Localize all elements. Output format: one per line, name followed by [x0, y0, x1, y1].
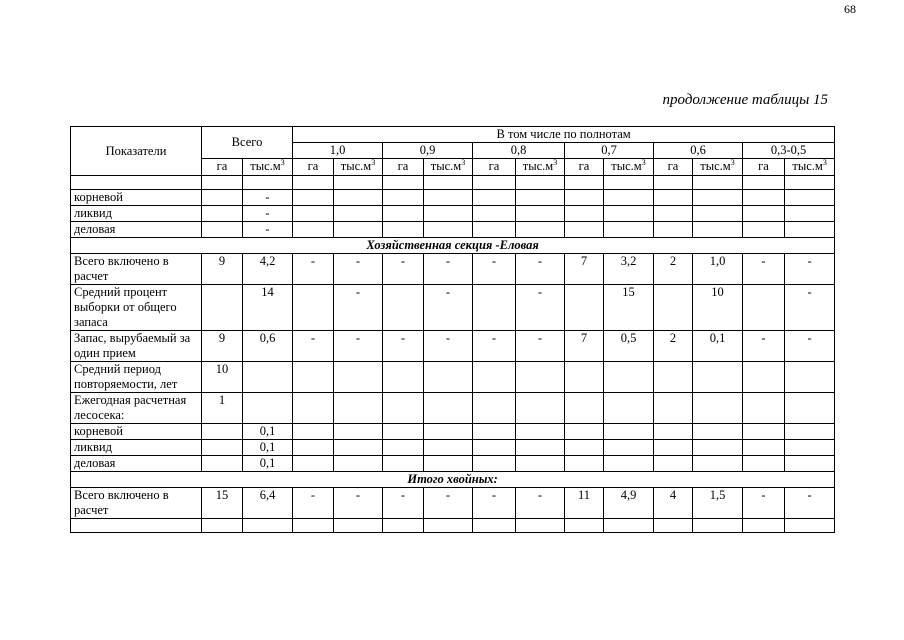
- table-row: [71, 362, 835, 393]
- table-cell: [202, 519, 243, 533]
- table-cell: [565, 222, 604, 238]
- table-cell: 9: [202, 254, 243, 285]
- row-label: [71, 176, 202, 190]
- table-cell: [693, 456, 743, 472]
- table-cell: [424, 519, 473, 533]
- table-cell: [243, 362, 293, 393]
- table-cell: -: [293, 331, 334, 362]
- table-cell: [202, 190, 243, 206]
- table-cell: [516, 456, 565, 472]
- header-density: 0,6: [654, 143, 743, 159]
- row-label: Всего включено в расчет: [71, 488, 202, 519]
- table-cell: -: [383, 254, 424, 285]
- table-cell: 1,0: [693, 254, 743, 285]
- table-row: [71, 176, 835, 190]
- table-cell: [202, 206, 243, 222]
- table-cell: -: [334, 285, 383, 331]
- table-cell: [202, 424, 243, 440]
- table-cell: [293, 440, 334, 456]
- table-cell: [334, 362, 383, 393]
- table-cell: -: [473, 254, 516, 285]
- table-cell: [424, 190, 473, 206]
- table-cell: [743, 176, 785, 190]
- table-cell: [654, 362, 693, 393]
- table-cell: [202, 456, 243, 472]
- table-cell: -: [516, 488, 565, 519]
- table-cell: [383, 393, 424, 424]
- table-cell: [654, 190, 693, 206]
- table-cell: [785, 519, 835, 533]
- table-cell: [743, 285, 785, 331]
- table-row: [71, 440, 835, 456]
- table-cell: [243, 393, 293, 424]
- table-cell: [693, 190, 743, 206]
- table-cell: [424, 424, 473, 440]
- table-cell: [473, 393, 516, 424]
- section-row: [71, 472, 835, 488]
- table-cell: [604, 440, 654, 456]
- table-cell: 9: [202, 331, 243, 362]
- row-label: ликвид: [71, 206, 202, 222]
- table-cell: -: [243, 222, 293, 238]
- table-cell: -: [293, 254, 334, 285]
- header-unit-ha: га: [383, 159, 424, 176]
- table-cell: [693, 393, 743, 424]
- table-cell: [473, 222, 516, 238]
- table-cell: [202, 440, 243, 456]
- row-label: Запас, вырубаемый за один прием: [71, 331, 202, 362]
- header-density: 1,0: [293, 143, 383, 159]
- table-cell: 0,1: [243, 456, 293, 472]
- table-cell: -: [516, 254, 565, 285]
- table-cell: [604, 424, 654, 440]
- table-row: [71, 424, 835, 440]
- header-unit-volume: [243, 159, 293, 176]
- table-cell: 10: [693, 285, 743, 331]
- table-cell: -: [334, 488, 383, 519]
- table-cell: [565, 285, 604, 331]
- header-total: Всего: [202, 127, 293, 159]
- unit-volume-text: тыс.м: [430, 159, 462, 173]
- table-cell: 4,9: [604, 488, 654, 519]
- table-cell: [604, 393, 654, 424]
- table-cell: [473, 190, 516, 206]
- table-cell: -: [424, 254, 473, 285]
- table-cell: -: [785, 331, 835, 362]
- table-cell: 0,6: [243, 331, 293, 362]
- table-cell: -: [334, 254, 383, 285]
- table-cell: [693, 206, 743, 222]
- table-cell: -: [424, 331, 473, 362]
- table-cell: [516, 190, 565, 206]
- table-row: [71, 456, 835, 472]
- table-cell: [604, 222, 654, 238]
- table-row: [71, 488, 835, 519]
- table-cell: [604, 176, 654, 190]
- table-cell: -: [473, 488, 516, 519]
- table-cell: [293, 176, 334, 190]
- table-cell: [383, 519, 424, 533]
- table-cell: [516, 222, 565, 238]
- table-cell: [654, 222, 693, 238]
- unit-volume-superscript: 3: [641, 157, 646, 167]
- table-cell: [473, 440, 516, 456]
- row-label: корневой: [71, 424, 202, 440]
- table-cell: [565, 190, 604, 206]
- table-cell: 0,5: [604, 331, 654, 362]
- header-density: 0,7: [565, 143, 654, 159]
- table-cell: 15: [202, 488, 243, 519]
- table-cell: [293, 519, 334, 533]
- table-cell: 2: [654, 254, 693, 285]
- page-number: 68: [844, 2, 856, 16]
- table-cell: [516, 176, 565, 190]
- table-cell: 15: [604, 285, 654, 331]
- table-cell: [424, 393, 473, 424]
- table-row: [71, 222, 835, 238]
- table-cell: [654, 440, 693, 456]
- data-table: [70, 126, 835, 533]
- table-row: [71, 393, 835, 424]
- table-cell: 4,2: [243, 254, 293, 285]
- table-cell: [785, 393, 835, 424]
- header-unit-ha: га: [202, 159, 243, 176]
- table-cell: [334, 190, 383, 206]
- table-cell: [654, 519, 693, 533]
- table-cell: [604, 206, 654, 222]
- header-unit-ha: га: [293, 159, 334, 176]
- table-cell: 11: [565, 488, 604, 519]
- table-cell: -: [743, 488, 785, 519]
- row-label: Всего включено в расчет: [71, 254, 202, 285]
- table-cell: [693, 222, 743, 238]
- table-cell: -: [243, 206, 293, 222]
- table-cell: [693, 362, 743, 393]
- table-cell: [565, 393, 604, 424]
- table-row: [71, 206, 835, 222]
- table-cell: [785, 424, 835, 440]
- table-cell: [424, 206, 473, 222]
- table-cell: [565, 519, 604, 533]
- unit-volume-text: тыс.м: [522, 159, 554, 173]
- header-density: 0,3-0,5: [743, 143, 835, 159]
- section-title: Хозяйственная секция -Еловая: [71, 238, 835, 254]
- table-caption: продолжение таблицы 15: [662, 92, 828, 108]
- table-cell: [604, 190, 654, 206]
- table-cell: [743, 440, 785, 456]
- table-cell: [743, 519, 785, 533]
- table-cell: [473, 424, 516, 440]
- table-cell: [654, 285, 693, 331]
- table-cell: [334, 393, 383, 424]
- table-cell: [383, 190, 424, 206]
- unit-volume-superscript: 3: [553, 157, 558, 167]
- table-cell: [604, 456, 654, 472]
- table-cell: [693, 176, 743, 190]
- unit-volume-superscript: 3: [461, 157, 466, 167]
- table-cell: [473, 519, 516, 533]
- table-cell: [785, 222, 835, 238]
- table-cell: [243, 519, 293, 533]
- table-cell: [473, 176, 516, 190]
- table-cell: -: [516, 331, 565, 362]
- row-label: ликвид: [71, 440, 202, 456]
- table-row: [71, 331, 835, 362]
- table-cell: [654, 206, 693, 222]
- table-cell: -: [743, 254, 785, 285]
- table-cell: [334, 206, 383, 222]
- table-cell: [654, 456, 693, 472]
- table-cell: [383, 206, 424, 222]
- table-cell: [604, 519, 654, 533]
- table-cell: 4: [654, 488, 693, 519]
- table-cell: [785, 176, 835, 190]
- table-cell: -: [516, 285, 565, 331]
- table-cell: -: [293, 488, 334, 519]
- table-cell: [743, 190, 785, 206]
- table-cell: [424, 222, 473, 238]
- table-cell: -: [473, 331, 516, 362]
- table-cell: [473, 206, 516, 222]
- table-cell: [243, 176, 293, 190]
- table-cell: 7: [565, 254, 604, 285]
- header-indicators: Показатели: [71, 127, 202, 176]
- table-cell: [516, 206, 565, 222]
- table-cell: 1: [202, 393, 243, 424]
- table-cell: [383, 456, 424, 472]
- table-cell: [473, 285, 516, 331]
- unit-volume-superscript: 3: [730, 157, 735, 167]
- row-label: корневой: [71, 190, 202, 206]
- table-cell: [743, 424, 785, 440]
- table-cell: [383, 362, 424, 393]
- table-cell: [334, 519, 383, 533]
- table-row: [71, 519, 835, 533]
- table-cell: [693, 440, 743, 456]
- table-cell: [516, 424, 565, 440]
- table-cell: -: [785, 254, 835, 285]
- header-unit-volume: [693, 159, 743, 176]
- table-cell: [334, 424, 383, 440]
- table-cell: 6,4: [243, 488, 293, 519]
- header-density: 0,8: [473, 143, 565, 159]
- table-cell: [516, 519, 565, 533]
- table-cell: [293, 393, 334, 424]
- header-unit-volume: [424, 159, 473, 176]
- table-cell: [293, 190, 334, 206]
- header-unit-ha: га: [565, 159, 604, 176]
- table-cell: [654, 424, 693, 440]
- table-cell: [516, 362, 565, 393]
- row-label: Ежегодная расчетная лесосека:: [71, 393, 202, 424]
- table-cell: 0,1: [243, 440, 293, 456]
- table-cell: [334, 456, 383, 472]
- table-cell: [383, 222, 424, 238]
- table-cell: [785, 456, 835, 472]
- unit-volume-text: тыс.м: [792, 159, 823, 173]
- header-unit-ha: га: [654, 159, 693, 176]
- table-cell: 0,1: [693, 331, 743, 362]
- table-cell: -: [334, 331, 383, 362]
- table-cell: [293, 424, 334, 440]
- row-label: [71, 519, 202, 533]
- table-cell: [202, 176, 243, 190]
- table-cell: [293, 206, 334, 222]
- table-cell: [743, 222, 785, 238]
- table-cell: [334, 176, 383, 190]
- table-cell: 7: [565, 331, 604, 362]
- table-cell: [293, 456, 334, 472]
- header-unit-volume: [604, 159, 654, 176]
- row-label: Средний процент выборки от общего запаса: [71, 285, 202, 331]
- table-cell: -: [383, 331, 424, 362]
- table-cell: -: [743, 331, 785, 362]
- table-cell: [693, 519, 743, 533]
- section-title: Итого хвойных:: [71, 472, 835, 488]
- header-density: 0,9: [383, 143, 473, 159]
- table-cell: [202, 222, 243, 238]
- row-label: Средний период повторяемости, лет: [71, 362, 202, 393]
- table-cell: [516, 440, 565, 456]
- unit-volume-text: тыс.м: [700, 159, 731, 173]
- table-cell: [743, 206, 785, 222]
- header-by-density: В том числе по полнотам: [293, 127, 835, 143]
- table-cell: [473, 362, 516, 393]
- header-unit-volume: [785, 159, 835, 176]
- table-cell: [604, 362, 654, 393]
- header-unit-volume: [516, 159, 565, 176]
- table-cell: [293, 285, 334, 331]
- header-unit-volume: [334, 159, 383, 176]
- table-cell: 1,5: [693, 488, 743, 519]
- table-cell: [293, 222, 334, 238]
- table-cell: [743, 393, 785, 424]
- table-cell: [654, 176, 693, 190]
- table-cell: 0,1: [243, 424, 293, 440]
- table-cell: [334, 440, 383, 456]
- table-cell: [785, 440, 835, 456]
- unit-volume-superscript: 3: [371, 157, 376, 167]
- table-cell: [293, 362, 334, 393]
- table-row: [71, 285, 835, 331]
- unit-volume-superscript: 3: [280, 157, 285, 167]
- table-cell: 3,2: [604, 254, 654, 285]
- table-cell: [654, 393, 693, 424]
- table-cell: [424, 362, 473, 393]
- table-cell: [424, 176, 473, 190]
- header-unit-ha: га: [743, 159, 785, 176]
- section-row: [71, 238, 835, 254]
- table-cell: [785, 190, 835, 206]
- table-cell: 14: [243, 285, 293, 331]
- table-cell: [383, 176, 424, 190]
- table-cell: [334, 222, 383, 238]
- table-cell: [565, 440, 604, 456]
- table-cell: [383, 424, 424, 440]
- table-cell: [473, 456, 516, 472]
- table-row: [71, 190, 835, 206]
- table-cell: [565, 176, 604, 190]
- unit-volume-text: тыс.м: [340, 159, 372, 173]
- table-cell: [743, 362, 785, 393]
- table-cell: [516, 393, 565, 424]
- row-label: деловая: [71, 222, 202, 238]
- table-cell: [565, 362, 604, 393]
- unit-volume-superscript: 3: [822, 157, 827, 167]
- table-cell: [424, 456, 473, 472]
- table-cell: [785, 362, 835, 393]
- unit-volume-text: тыс.м: [611, 159, 642, 173]
- table-row: [71, 254, 835, 285]
- table-cell: [202, 285, 243, 331]
- table-cell: 10: [202, 362, 243, 393]
- table-cell: 2: [654, 331, 693, 362]
- table-cell: -: [243, 190, 293, 206]
- table-cell: [565, 456, 604, 472]
- table-cell: [693, 424, 743, 440]
- header-unit-ha: га: [473, 159, 516, 176]
- unit-volume-text: тыс.м: [250, 159, 281, 173]
- table-cell: [565, 206, 604, 222]
- table-cell: -: [383, 488, 424, 519]
- table-cell: [383, 440, 424, 456]
- table-cell: -: [785, 488, 835, 519]
- table-cell: [743, 456, 785, 472]
- table-cell: -: [424, 285, 473, 331]
- table-cell: [383, 285, 424, 331]
- row-label: деловая: [71, 456, 202, 472]
- table-cell: -: [424, 488, 473, 519]
- table-cell: [565, 424, 604, 440]
- table-cell: [785, 206, 835, 222]
- table-cell: -: [785, 285, 835, 331]
- table-cell: [424, 440, 473, 456]
